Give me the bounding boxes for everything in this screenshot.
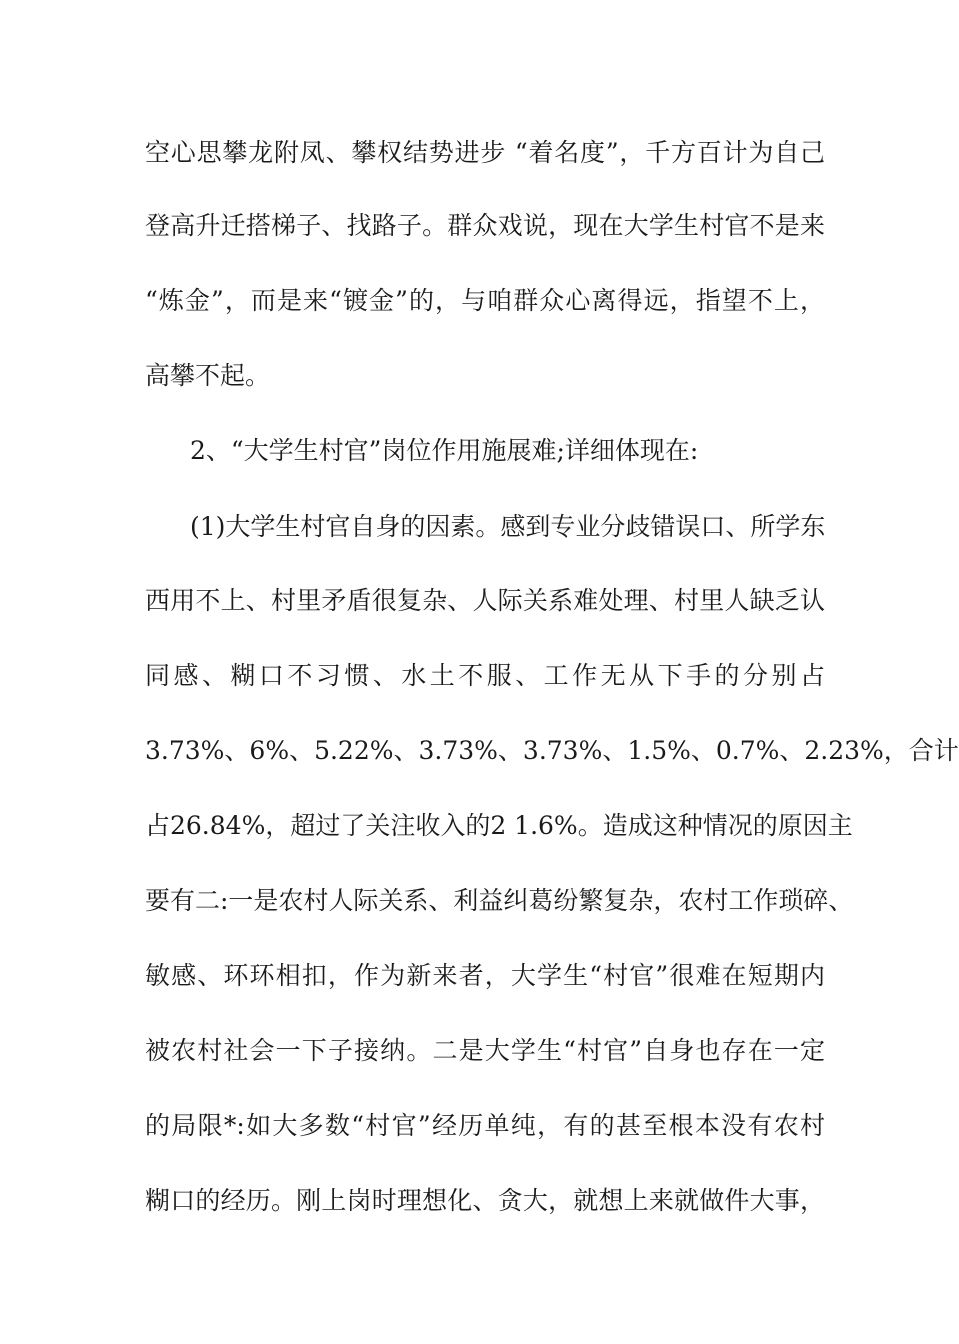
paragraph-line-12: 敏感、环环相扣，作为新来者，大学生“村官”很难在短期内 [145,961,825,990]
paragraph-line-3: “炼金”，而是来“镀金”的，与咱群众心离得远，指望不上， [145,286,825,315]
paragraph-line-2: 登高升迁搭梯子、找路子。群众戏说，现在大学生村官不是来 [145,211,825,240]
paragraph-line-7: 西用不上、村里矛盾很复杂、人际关系难处理、村里人缺乏认 [145,586,825,615]
paragraph-line-8: 同感、糊口不习惯、水土不服、工作无从下手的分别占 [145,661,825,690]
paragraph-line-6: (1)大学生村官自身的因素。感到专业分歧错误口、所学东 [190,512,826,541]
paragraph-line-13: 被农村社会一下子接纳。二是大学生“村官”自身也存在一定 [145,1036,825,1065]
paragraph-line-15: 糊口的经历。刚上岗时理想化、贪大，就想上来就做件大事， [145,1186,825,1215]
paragraph-line-4: 高攀不起。 [145,361,271,390]
paragraph-line-1: 空心思攀龙附凤、攀权结势进步 “着名度”，千方百计为自己 [145,138,825,167]
paragraph-line-14: 的局限*:如大多数“村官”经历单纯，有的甚至根本没有农村 [145,1111,825,1140]
paragraph-line-9: 3.73%、6%、5.22%、3.73%、3.73%、1.5%、0.7%、2.23%，合计 [145,736,959,765]
paragraph-line-10: 占26.84%，超过了关注收入的2 1.6%。造成这种情况的原因主 [145,811,853,840]
paragraph-line-11: 要有二:一是农村人际关系、利益纠葛纷繁复杂，农村工作琐碎、 [145,886,854,915]
section-heading: 2、“大学生村官”岗位作用施展难;详细体现在: [190,436,699,465]
